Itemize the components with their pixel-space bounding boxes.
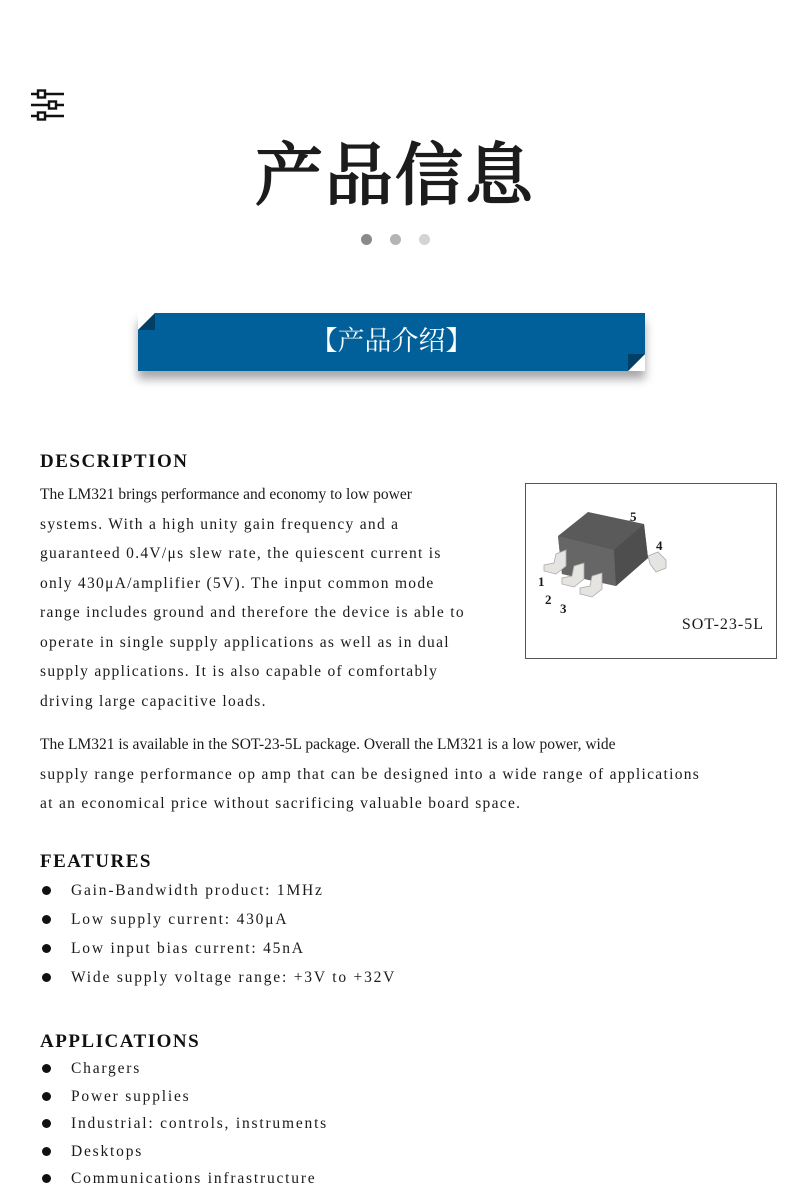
- description-line: operate in single supply applications as well as in dual: [40, 633, 450, 651]
- application-text: Power supplies: [71, 1087, 191, 1105]
- feature-item: [40, 963, 540, 992]
- package-figure: [525, 483, 777, 659]
- feature-item: [40, 934, 540, 963]
- feature-text: Low input bias current: 45nA: [71, 940, 305, 957]
- sot23-package-icon: [536, 494, 686, 624]
- carousel-dot[interactable]: [361, 234, 372, 245]
- section-banner: [138, 313, 645, 371]
- description-line: supply applications. It is also capable of comfortably: [40, 663, 439, 680]
- page-title: 产品信息: [254, 137, 535, 216]
- feature-item: [40, 876, 540, 905]
- pin-label: 4: [656, 538, 663, 553]
- carousel-dot[interactable]: [390, 234, 401, 245]
- description-line: only 430μA/amplifier (5V). The input common mode: [40, 574, 435, 592]
- description-line: systems. With a high unity gain frequency and a: [40, 515, 400, 533]
- features-heading: FEATURES: [40, 851, 152, 872]
- application-item: [40, 1110, 540, 1138]
- availability-line: supply range performance op amp that can be designed into a wide range of applications: [40, 765, 701, 783]
- bullet-icon: [42, 944, 51, 953]
- banner-title: 【产品介绍】: [310, 326, 473, 357]
- pin-label: 5: [630, 509, 637, 524]
- availability-line: The LM321 is available in the SOT-23-5L package. Overall the LM321 is a low power, wide: [40, 736, 616, 753]
- feature-text: Gain-Bandwidth product: 1MHz: [71, 882, 324, 899]
- pin-label: 1: [538, 574, 545, 589]
- application-item: [40, 1165, 540, 1193]
- application-text: Communications infrastructure: [71, 1170, 317, 1187]
- feature-text: Wide supply voltage range: +3V to +32V: [71, 969, 397, 986]
- bullet-icon: [42, 1092, 51, 1101]
- bullet-icon: [42, 915, 51, 924]
- description-line: range includes ground and therefore the device is able to: [40, 604, 465, 621]
- availability-body: [40, 730, 780, 819]
- bullet-icon: [42, 1174, 51, 1183]
- application-item: [40, 1138, 540, 1166]
- application-text: Industrial: controls, instruments: [71, 1115, 329, 1132]
- pin-label: 2: [545, 592, 552, 607]
- application-item: [40, 1055, 540, 1083]
- bullet-icon: [42, 1119, 51, 1128]
- description-line: guaranteed 0.4V/μs slew rate, the quiescent current is: [40, 545, 442, 562]
- bullet-icon: [42, 1147, 51, 1156]
- availability-line: at an economical price without sacrificing valuable board space.: [40, 795, 522, 812]
- application-text: Desktops: [71, 1142, 144, 1160]
- carousel-indicator: [0, 234, 790, 245]
- features-list: [40, 876, 540, 992]
- carousel-dot[interactable]: [419, 234, 430, 245]
- bullet-icon: [42, 886, 51, 895]
- application-item: [40, 1083, 540, 1111]
- feature-text: Low supply current: 430μA: [71, 911, 289, 928]
- bullet-icon: [42, 973, 51, 982]
- application-text: Chargers: [71, 1060, 142, 1077]
- applications-heading: APPLICATIONS: [40, 1031, 201, 1052]
- feature-item: [40, 905, 540, 934]
- description-heading: DESCRIPTION: [40, 451, 189, 472]
- bullet-icon: [42, 1064, 51, 1073]
- description-body: [40, 480, 520, 716]
- sliders-icon[interactable]: [30, 86, 66, 122]
- pin-label: 3: [560, 601, 567, 616]
- description-line: driving large capacitive loads.: [40, 692, 267, 710]
- description-line: The LM321 brings performance and economy to low power: [40, 486, 412, 503]
- applications-list: [40, 1055, 540, 1193]
- package-label: SOT-23-5L: [681, 616, 764, 633]
